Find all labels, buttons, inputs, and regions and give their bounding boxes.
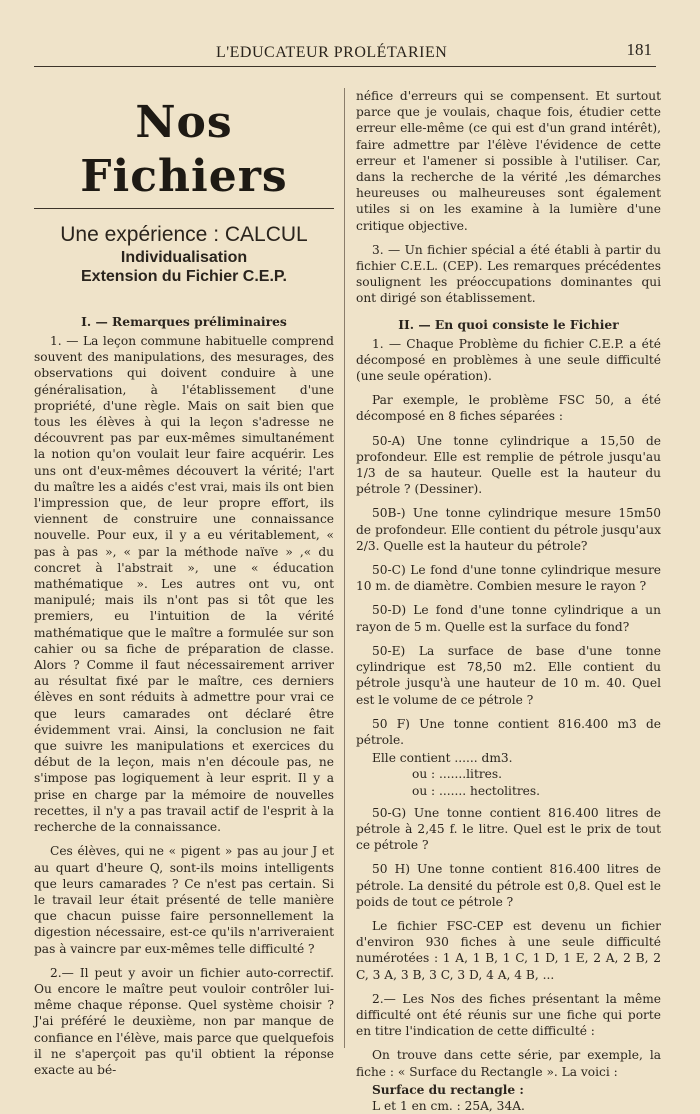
paragraph: 2.— Il peut y avoir un fichier auto-correctif. Ou encore le maître peut vouloir contrôler lui-même chaque réponse. Quel système choisir ? J'ai préféré le deuxième, non par manque de confiance en l'élève, mais parce que quelquefois il ne s'aperçoit pas qu'il obtient la réponse exacte au bé-	[34, 965, 334, 1077]
paragraph: Ces élèves, qui ne « pigent » pas au jour J et au quart d'heure Q, sont-ils moins intelligents que leurs camarades ? Ce n'est pas certain. Si le travail leur était présenté de telle manière que chacun puisse faire personnellement la digestion nécessaire, est-ce qu'ils n'arriveraient pas à vaincre par eux-mêmes telle difficulté ?	[34, 844, 334, 956]
problem-card: 50-G) Une tonne contient 816.400 litres de pétrole à 2,45 f. le litre. Quel est le prix de tout ce pétrole ?	[356, 805, 661, 853]
left-column	[34, 88, 334, 1086]
card-line: L et 1 en cm. : 25A, 34A.	[372, 1098, 525, 1113]
running-header	[34, 38, 656, 67]
paragraph: On trouve dans cette série, par exemple, la fiche : « Surface du Rectangle ». La voici :	[356, 1048, 661, 1079]
conversion-line: ou : ....... hectolitres.	[412, 783, 541, 798]
problem-card: 50-E) La surface de base d'une tonne cylindrique est 78,50 m2. Elle contient du pétrole jusqu'à une hauteur de 10 m. 40. Quel est le volume de ce pétrole ?	[356, 643, 661, 707]
page-number: 181	[626, 40, 652, 59]
problem-card: 50B-) Une tonne cylindrique mesure 15m50 de profondeur. Elle contient du pétrole jusqu'aux 2/3. Quelle est la hauteur du pétrole?	[356, 506, 661, 553]
section-heading-2: II. — En quoi consiste le Fichier	[398, 316, 619, 332]
problem-card: 50-C) Le fond d'une tonne cylindrique mesure 10 m. de diamètre. Combien mesure le rayon ?	[356, 563, 661, 594]
problem-card: 50-A) Une tonne cylindrique a 15,50 de profondeur. Elle est remplie de pétrole jusqu'au 1/3 de sa hauteur. Quelle est la hauteur du pétrole ? (Dessiner).	[356, 433, 661, 497]
paragraph: Le fichier FSC-CEP est devenu un fichier d'environ 930 fiches à une seule difficulté numérotées : 1 A, 1 B, 1 C, 1 D, 1 E, 2 A, 2 B, 2 C, 3 A, 3 B, 3 C, 3 D, 4 A, 4 B, ...	[356, 918, 661, 982]
card-title: Surface du rectangle :	[372, 1082, 524, 1097]
paragraph: néfice d'erreurs qui se compensent. Et surtout parce que je voulais, chaque fois, étudier cette erreur elle-même (ce qui est d'un grand intérêt), faire admettre par l'élève l'évidence de cette erreur et l'amener si possible à l'utiliser. Car, dans la recherche de la vérité ,les démarches heureuses ou malheureuses sont également utiles si on les examine à la lumière d'une critique objective.	[356, 89, 661, 233]
paragraph: 1. — La leçon commune habituelle comprend souvent des manipulations, des mesurages, des observations qui doivent conduire à une généralisation, à l'établissement d'une propriété, d'une règle. Mais on sait bien que tous les élèves à qui la leçon s'adresse ne découvrent pas par eux-mêmes simultanément la notion qu'on voulait leur faire acquérir. Les uns ont d'eux-mêmes découvert la vérité; l'art du maître les a aidés c'est vrai, mais ils ont bien l'impression que, de leur propre effort, ils viennent de construire une connaissance nouvelle. Pour eux, il y a eu véritablement, « pas à pas », « par la méthode naïve » ,« du concret à l'abstrait », une « éducation mathématique ». Les autres ont vu, ont manipulé; mais ils n'ont pas si tôt que les premiers, eu l'intuition de la vérité mathématique que le maître a formulée sur son cahier ou sa fiche de préparation de classe. Alors ? Comme il faut nécessairement arriver au résultat fixé par le maître, ces derniers élèves en sont réduits à admettre pour vrai ce que leurs camarades ont déclaré être évidemment vrai. Ainsi, la conclusion ne fait que suivre les manipulations et exercices du début de la leçon, mais n'en découle pas, ne s'impose pas logiquement à leur esprit. Il y a prise en charge par la mémoire de nouvelles recettes, il n'y a pas travail actif de l'esprit à la recherche de la connaissance.	[34, 334, 334, 835]
paragraph: Par exemple, le problème FSC 50, a été décomposé en 8 fiches séparées :	[356, 393, 661, 424]
article-subtitle-2: Individualisation	[120, 249, 248, 266]
article-subtitle: Une expérience : CALCUL	[60, 223, 308, 246]
section-heading-1: I. — Remarques préliminaires	[81, 314, 287, 329]
problem-card: 50 H) Une tonne contient 816.400 litres de pétrole. La densité du pétrole est 0,8. Quel est le poids de tout ce pétrole ?	[356, 862, 661, 909]
right-column	[356, 88, 661, 1114]
conversion-line: Elle contient ...... dm3.	[372, 751, 513, 766]
problem-card: 50 F) Une tonne contient 816.400 m3 de pétrole.	[356, 716, 661, 747]
paragraph: 1. — Chaque Problème du fichier C.E.P. a été décomposé en problèmes à une seule difficulté (une seule opération).	[356, 336, 661, 384]
problem-card: 50-D) Le fond d'une tonne cylindrique a un rayon de 5 m. Quelle est la surface du fond?	[356, 603, 661, 634]
article-subtitle-3: Extension du Fichier C.E.P.	[81, 268, 287, 285]
conversion-line: ou : .......litres.	[412, 767, 503, 782]
paragraph: 3. — Un fichier spécial a été établi à partir du fichier C.E.L. (CEP). Les remarques précédentes soulignent les préoccupations dominantes qui ont dirigé son établissement.	[356, 242, 661, 306]
article-title: Nos Fichiers	[80, 97, 288, 202]
journal-name: L'EDUCATEUR PROLÉTARIEN	[216, 44, 448, 61]
title-rule	[34, 208, 334, 209]
column-divider	[344, 88, 345, 1048]
paragraph: 2.— Les Nos des fiches présentant la même difficulté ont été réunis sur une fiche qui porte en titre l'indication de cette difficulté :	[356, 991, 661, 1039]
